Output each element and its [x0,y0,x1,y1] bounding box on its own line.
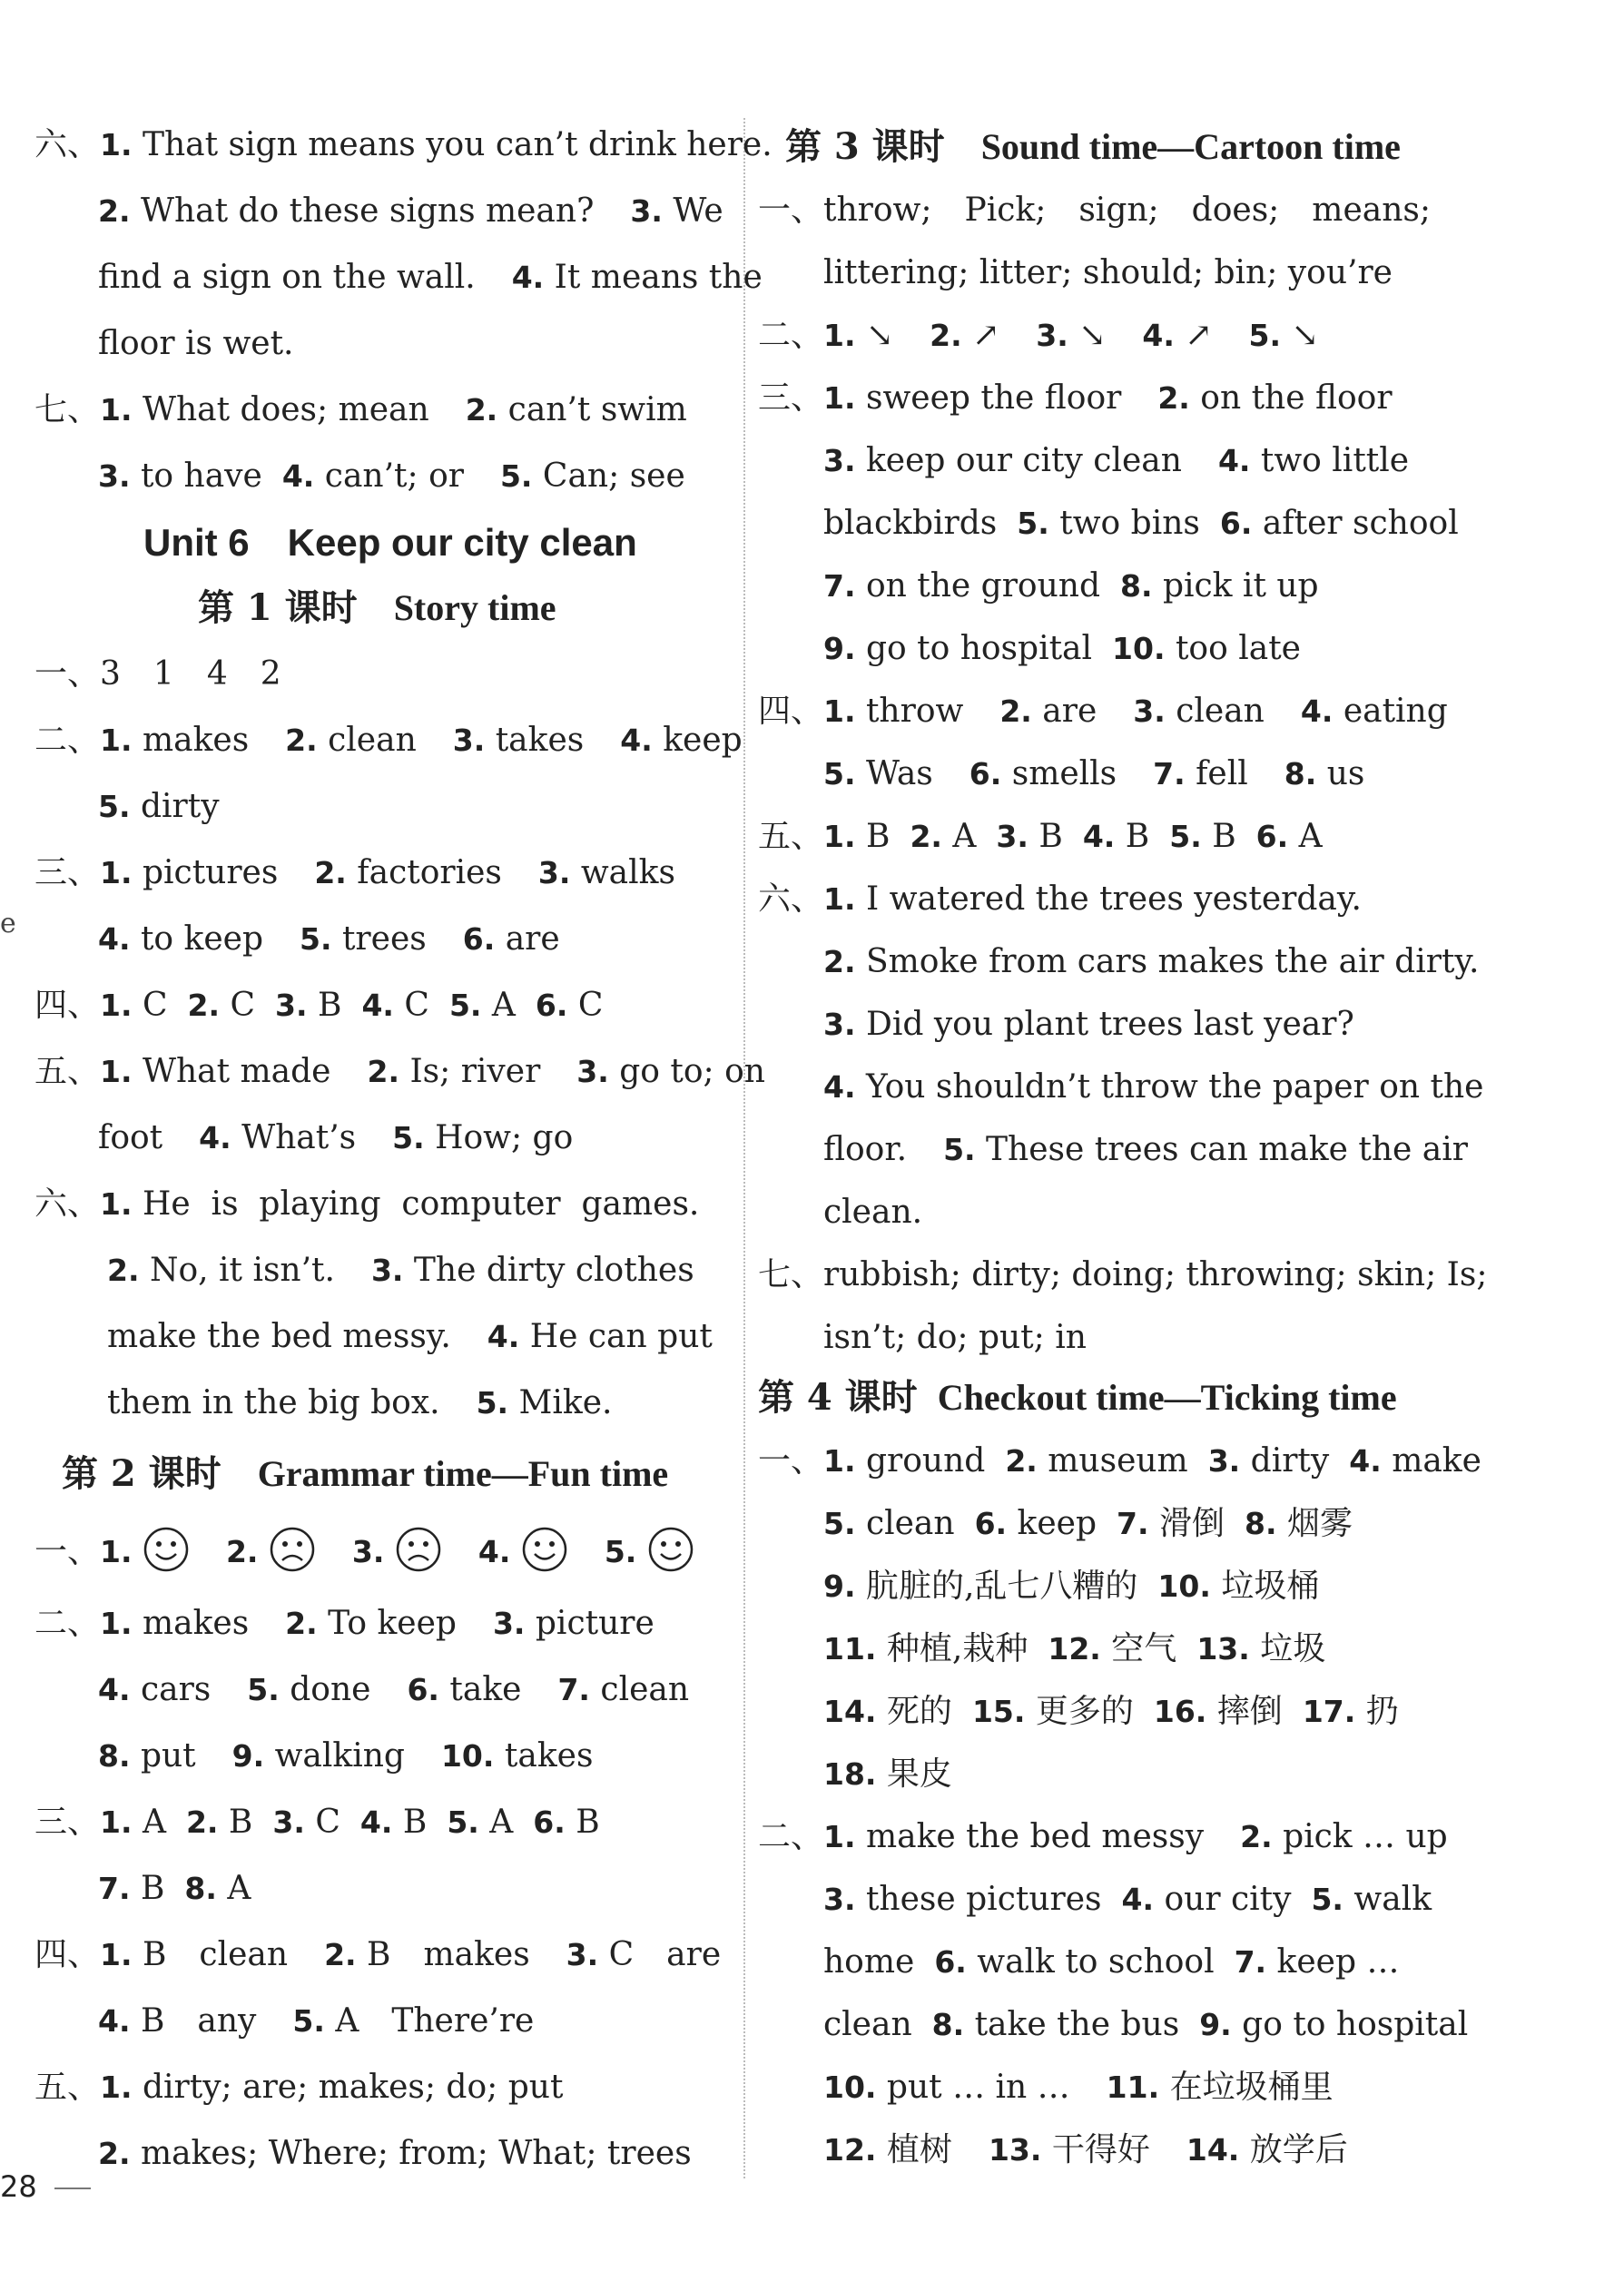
answer-line: littering; litter; should; bin; you’re [823,254,1393,291]
lesson-title: 第 1 课时 Story time [198,586,556,629]
answer-line: 三、1. pictures 2. factories 3. walks [34,854,675,891]
answer-line: 一、throw; Pick; sign; does; means; [758,192,1432,229]
answer-line: 五、1. dirty; are; makes; do; put [34,2069,564,2106]
answer-line: 五、1. B 2. A 3. B 4. B 5. B 6. A [758,818,1323,855]
lesson-title: 第 4 课时 Checkout time—Ticking time [758,1376,1397,1419]
answer-line: 12. 植树 13. 干得好 14. 放学后 [823,2131,1348,2168]
sad-face-icon [395,1526,442,1573]
answer-line: 4. to keep 5. trees 6. are [98,920,560,958]
answer-line: 二、1. ↘ 2. ↗ 3. ↘ 4. ↗ 5. ↘ [758,317,1319,354]
answer-line: 5. clean 6. keep 7. 滑倒 8. 烟雾 [823,1505,1353,1542]
page-number: 28 [0,2169,37,2204]
lesson-title: 第 2 课时 Grammar time—Fun time [62,1452,669,1495]
answer-line: clean. [823,1194,923,1231]
answer-line: 3. Did you plant trees last year? [823,1006,1354,1043]
lesson-title: 第 3 课时 Sound time—Cartoon time [785,125,1401,168]
answer-line: 3. to have 4. can’t; or 5. Can; see [98,457,685,495]
answer-line: 3. these pictures 4. our city 5. walk [823,1881,1432,1918]
answer-line: 三、1. A 2. B 3. C 4. B 5. A 6. B [34,1804,600,1841]
happy-face-icon [521,1526,568,1573]
answer-line: 四、1. C 2. C 3. B 4. C 5. A 6. C [34,987,604,1024]
answer-line: make the bed messy. 4. He can put [107,1318,713,1355]
answer-line: 4. You shouldn’t throw the paper on the [823,1068,1484,1106]
sad-face-icon [269,1526,316,1573]
answer-line: 七、1. What does; mean 2. can’t swim [34,391,687,428]
answer-line: find a sign on the wall. 4. It means the [98,259,763,296]
answer-line: 2. What do these signs mean? 3. We [98,192,723,230]
answer-line: 11. 种植,栽种 12. 空气 13. 垃圾 [823,1630,1326,1667]
answer-line: 2. Smoke from cars makes the air dirty. [823,943,1480,980]
answer-line: 4. cars 5. done 6. take 7. clean [98,1671,690,1708]
answer-line: 7. B 8. A [98,1870,251,1907]
answer-line: 2. No, it isn’t. 3. The dirty clothes [107,1252,694,1289]
answer-line: 7. on the ground 8. pick it up [823,567,1319,605]
answer-line: clean 8. take the bus 9. go to hospital [823,2006,1469,2043]
answer-line: 8. put 9. walking 10. takes [98,1737,594,1775]
answer-line: 六、1. I watered the trees yesterday. [758,880,1362,918]
answer-line: 5. Was 6. smells 7. fell 8. us [823,755,1365,792]
answer-line: 六、1. That sign means you can’t drink here. [34,126,773,163]
answer-line: 六、1. He is playing computer games. [34,1185,700,1223]
answer-line: 五、1. What made 2. Is; river 3. go to; on [34,1053,765,1090]
unit-title: Unit 6 Keep our city clean [143,521,637,564]
answer-line: 9. 肮脏的,乱七八糟的 10. 垃圾桶 [823,1568,1320,1605]
answer-line: 一、1. 2. 3. 4. 5. [34,1534,694,1573]
column-divider [743,118,745,2178]
answer-line: 二、1. make the bed messy 2. pick … up [758,1818,1448,1855]
answer-line: 18. 果皮 [823,1755,952,1793]
answer-line: 三、1. sweep the floor 2. on the floor [758,379,1393,417]
answer-line: floor. 5. These trees can make the air [823,1131,1468,1168]
answer-line: 4. B any 5. A There’re [98,2002,535,2040]
margin-mark: e [0,908,16,939]
answer-line: home 6. walk to school 7. keep … [823,1943,1400,1981]
answer-line: 四、1. throw 2. are 3. clean 4. eating [758,693,1448,730]
answer-line: 七、rubbish; dirty; doing; throwing; skin; Is; [758,1256,1488,1293]
happy-face-icon [647,1526,694,1573]
answer-line: foot 4. What’s 5. How; go [98,1119,574,1156]
happy-face-icon [143,1526,190,1573]
answer-line: 10. put … in … 11. 在垃圾桶里 [823,2069,1334,2106]
answer-line: floor is wet. [98,325,294,362]
answer-line: them in the big box. 5. Mike. [107,1384,613,1421]
answer-line: 2. makes; Where; from; What; trees [98,2135,692,2172]
answer-line: 9. go to hospital 10. too late [823,630,1301,667]
page-number-dash [54,2188,91,2189]
answer-line: 3. keep our city clean 4. two little [823,442,1410,479]
answer-line: 二、1. makes 2. clean 3. takes 4. keep [34,722,743,759]
answer-line: 二、1. makes 2. To keep 3. picture [34,1605,655,1642]
answer-line: 14. 死的 15. 更多的 16. 摔倒 17. 扔 [823,1693,1399,1730]
answer-line: 5. dirty [98,788,220,825]
answer-line: 一、3 1 4 2 [34,655,281,693]
answer-line: blackbirds 5. two bins 6. after school [823,505,1459,542]
answer-line: 一、1. ground 2. museum 3. dirty 4. make [758,1442,1481,1480]
answer-line: isn’t; do; put; in [823,1319,1087,1356]
answer-line: 四、1. B clean 2. B makes 3. C are [34,1936,722,1973]
